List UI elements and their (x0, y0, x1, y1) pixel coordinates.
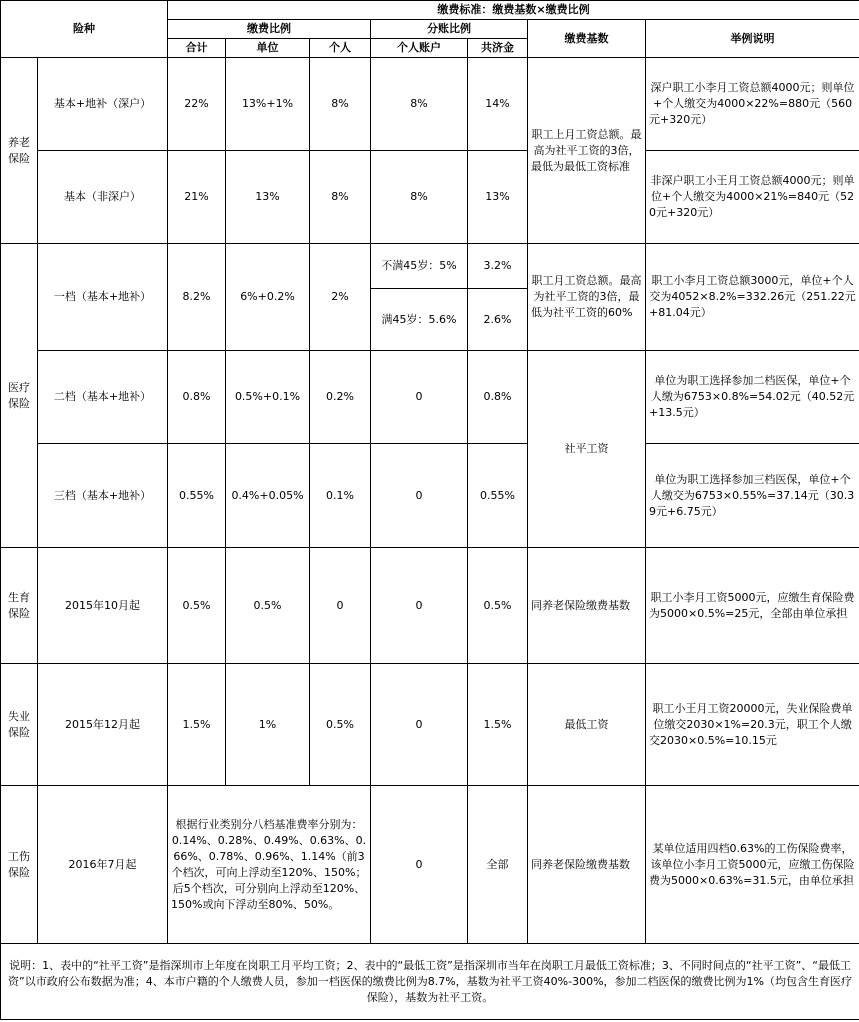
medical-tier2-pool: 0.8% (468, 351, 528, 444)
medical-tier1-pool-over45: 2.6% (468, 289, 528, 351)
pension-type: 基本+地补（深户） (38, 58, 168, 151)
medical-tier1-base: 职工月工资总额。最高为社平工资的3倍，最低为社平工资的60% (528, 244, 646, 351)
medical-tier2-type: 二档（基本+地补） (38, 351, 168, 444)
pension-base: 职工上月工资总额。最高为社平工资的3倍，最低为最低工资标准 (528, 58, 646, 244)
total-header: 合计 (168, 39, 226, 58)
pension-total: 21% (168, 151, 226, 244)
injury-account: 0 (371, 786, 468, 944)
medical-tier1-employer: 6%+0.2% (226, 244, 310, 351)
maternity-individual: 0 (310, 548, 371, 664)
medical-tier2-total: 0.8% (168, 351, 226, 444)
example-header: 举例说明 (646, 20, 859, 58)
unemployment-base: 最低工资 (528, 664, 646, 786)
unemployment-example: 职工小王月工资20000元，失业保险费单位缴交2030×1%=20.3元，职工个人缴交2030×0.5%=10.15元 (646, 664, 859, 786)
injury-base: 同养老保险缴费基数 (528, 786, 646, 944)
unemployment-total: 1.5% (168, 664, 226, 786)
pension-pool: 13% (468, 151, 528, 244)
unemployment-account: 0 (371, 664, 468, 786)
pension-individual: 8% (310, 151, 371, 244)
unemployment-group-label: 失业保险 (1, 664, 38, 786)
individual-header: 个人 (310, 39, 371, 58)
maternity-base: 同养老保险缴费基数 (528, 548, 646, 664)
pension-pool: 14% (468, 58, 528, 151)
medical-tier2-example: 单位为职工选择参加二档医保，单位+个人缴为6753×0.8%=54.02元（40.52元+13.5元） (646, 351, 859, 444)
injury-pool: 全部 (468, 786, 528, 944)
maternity-type: 2015年10月起 (38, 548, 168, 664)
maternity-account: 0 (371, 548, 468, 664)
medical-tier3-type: 三档（基本+地补） (38, 444, 168, 548)
medical-tier1-individual: 2% (310, 244, 371, 351)
medical-tier2-employer: 0.5%+0.1% (226, 351, 310, 444)
medical-tier2-account: 0 (371, 351, 468, 444)
medical-shared-base: 社平工资 (528, 351, 646, 548)
pool-header: 共济金 (468, 39, 528, 58)
maternity-total: 0.5% (168, 548, 226, 664)
employer-header: 单位 (226, 39, 310, 58)
personal-account-header: 个人账户 (371, 39, 468, 58)
maternity-employer: 0.5% (226, 548, 310, 664)
medical-tier3-example: 单位为职工选择参加三档医保，单位+个人缴交为6753×0.55%=37.14元（30.39元+6.75元） (646, 444, 859, 548)
injury-group-label: 工伤保险 (1, 786, 38, 944)
pension-employer: 13% (226, 151, 310, 244)
unemployment-pool: 1.5% (468, 664, 528, 786)
pension-type: 基本（非深户） (38, 151, 168, 244)
unemployment-employer: 1% (226, 664, 310, 786)
medical-tier1-type: 一档（基本+地补） (38, 244, 168, 351)
medical-tier1-account-under45: 不满45岁：5% (371, 244, 468, 289)
base-header: 缴费基数 (528, 20, 646, 58)
pension-example: 非深户职工小王月工资总额4000元；则单位+个人缴交为4000×21%=840元（520元+320元） (646, 151, 859, 244)
medical-tier1-example: 职工小李月工资总额3000元，单位+个人交为4052×8.2%=332.26元（251.22元+81.04元） (646, 244, 859, 351)
injury-type: 2016年7月起 (38, 786, 168, 944)
split-header: 分账比例 (371, 20, 528, 39)
rate-header: 缴费比例 (168, 20, 371, 39)
pension-total: 22% (168, 58, 226, 151)
medical-tier2-individual: 0.2% (310, 351, 371, 444)
medical-tier1-pool-under45: 3.2% (468, 244, 528, 289)
unemployment-individual: 0.5% (310, 664, 371, 786)
medical-tier3-individual: 0.1% (310, 444, 371, 548)
pension-individual: 8% (310, 58, 371, 151)
pension-account: 8% (371, 58, 468, 151)
medical-tier3-employer: 0.4%+0.05% (226, 444, 310, 548)
footnote: 说明：1、表中的“社平工资”是指深圳市上年度在岗职工月平均工资；2、表中的“最低工资”是指深圳市当年在岗职工月最低工资标准；3、不同时间点的“社平工资”、“最低工资”以市政府公布数据为准；4、本市户籍的个人缴费人员，参加一档医保的缴费比例为8.7%，基数为社平工资40%-300%，参加二档医保的缴费比例为1%（均包含生育医疗保险），基数为社平工资。 (1, 944, 859, 1020)
injury-example: 某单位适用四档0.63%的工伤保险费率，该单位小李月工资5000元，应缴工伤保险费为5000×0.63%=31.5元，由单位承担 (646, 786, 859, 944)
pension-employer: 13%+1% (226, 58, 310, 151)
pension-example: 深户职工小李月工资总额4000元；则单位+个人缴交为4000×22%=880元（560元+320元） (646, 58, 859, 151)
medical-group-label: 医疗保险 (1, 244, 38, 548)
medical-tier1-account-over45: 满45岁：5.6% (371, 289, 468, 351)
maternity-group-label: 生育保险 (1, 548, 38, 664)
medical-tier3-pool: 0.55% (468, 444, 528, 548)
medical-tier3-account: 0 (371, 444, 468, 548)
maternity-example: 职工小李月工资5000元，应缴生育保险费为5000×0.5%=25元，全部由单位承担 (646, 548, 859, 664)
unemployment-type: 2015年12月起 (38, 664, 168, 786)
injury-rate-text: 根据行业类别分八档基准费率分别为：0.14%、0.28%、0.49%、0.63%、0.66%、0.78%、0.96%、1.14%（前3个档次，可向上浮动至120%、150%；后5个档次，可分别向上浮动至120%、150%或向下浮动至80%、50%。 (168, 786, 371, 944)
medical-tier3-total: 0.55% (168, 444, 226, 548)
pension-account: 8% (371, 151, 468, 244)
standard-header: 缴费标准：缴费基数×缴费比例 (168, 1, 859, 20)
pension-group-label: 养老保险 (1, 58, 38, 244)
maternity-pool: 0.5% (468, 548, 528, 664)
category-header: 险种 (1, 1, 168, 58)
medical-tier1-total: 8.2% (168, 244, 226, 351)
